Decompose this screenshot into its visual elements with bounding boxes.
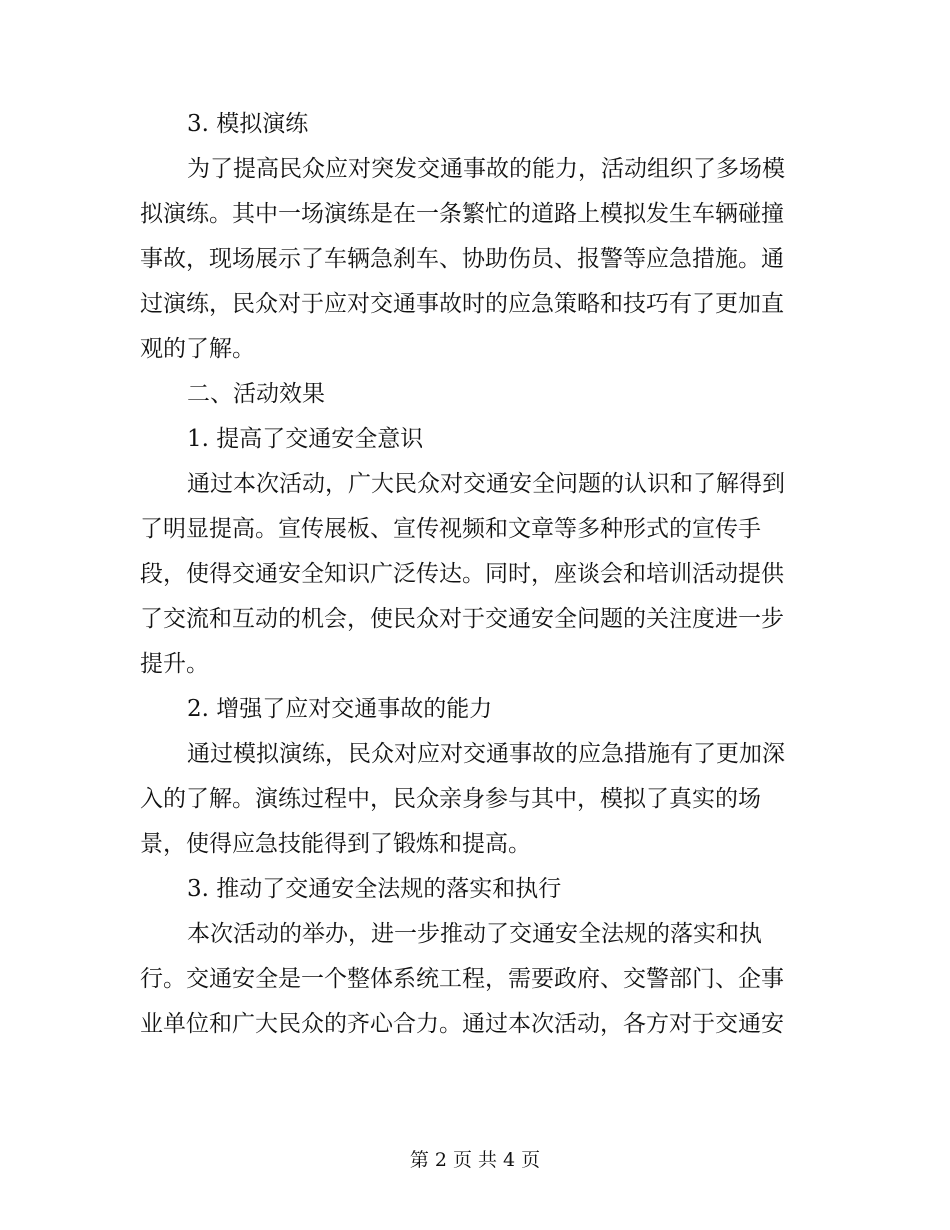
paragraph-line: 了明显提高。宣传展板、宣传视频和文章等多种形式的宣传手 xyxy=(140,516,761,542)
subsection-heading-safety-awareness: 1. 提高了交通安全意识 xyxy=(187,426,424,452)
paragraph-line: 为了提高民众应对突发交通事故的能力，活动组织了多场模 xyxy=(187,156,785,182)
paragraph-line: 景，使得应急技能得到了锻炼和提高。 xyxy=(140,831,531,857)
page-number-footer: 第 2 页 共 4 页 xyxy=(409,1149,541,1171)
paragraph-line: 业单位和广大民众的齐心合力。通过本次活动，各方对于交通安 xyxy=(140,1011,784,1037)
paragraph-line: 入的了解。演练过程中，民众亲身参与其中，模拟了真实的场 xyxy=(140,786,761,812)
paragraph-line: 观的了解。 xyxy=(140,336,255,362)
subsection-heading-regulation-enforcement: 3. 推动了交通安全法规的落实和执行 xyxy=(187,876,562,902)
paragraph-line: 拟演练。其中一场演练是在一条繁忙的道路上模拟发生车辆碰撞 xyxy=(140,201,784,227)
section-heading-activity-effects: 二、活动效果 xyxy=(187,381,325,407)
paragraph-line: 本次活动的举办，进一步推动了交通安全法规的落实和执 xyxy=(187,921,762,947)
subsection-heading-accident-response: 2. 增强了应对交通事故的能力 xyxy=(187,696,493,722)
paragraph-line: 提升。 xyxy=(140,651,209,677)
paragraph-line: 段，使得交通安全知识广泛传达。同时，座谈会和培训活动提供 xyxy=(140,561,784,587)
paragraph-line: 了交流和互动的机会，使民众对于交通安全问题的关注度进一步 xyxy=(140,606,784,632)
paragraph-line: 通过模拟演练，民众对应对交通事故的应急措施有了更加深 xyxy=(187,741,785,767)
section-heading-simulation-drill: 3. 模拟演练 xyxy=(187,111,309,137)
paragraph-line: 行。交通安全是一个整体系统工程，需要政府、交警部门、企事 xyxy=(140,966,784,992)
document-body xyxy=(140,102,800,1047)
paragraph-line: 通过本次活动，广大民众对交通安全问题的认识和了解得到 xyxy=(187,471,785,497)
paragraph-line: 过演练，民众对于应对交通事故时的应急策略和技巧有了更加直 xyxy=(140,291,784,317)
paragraph-line: 事故，现场展示了车辆急刹车、协助伤员、报警等应急措施。通 xyxy=(140,246,784,272)
